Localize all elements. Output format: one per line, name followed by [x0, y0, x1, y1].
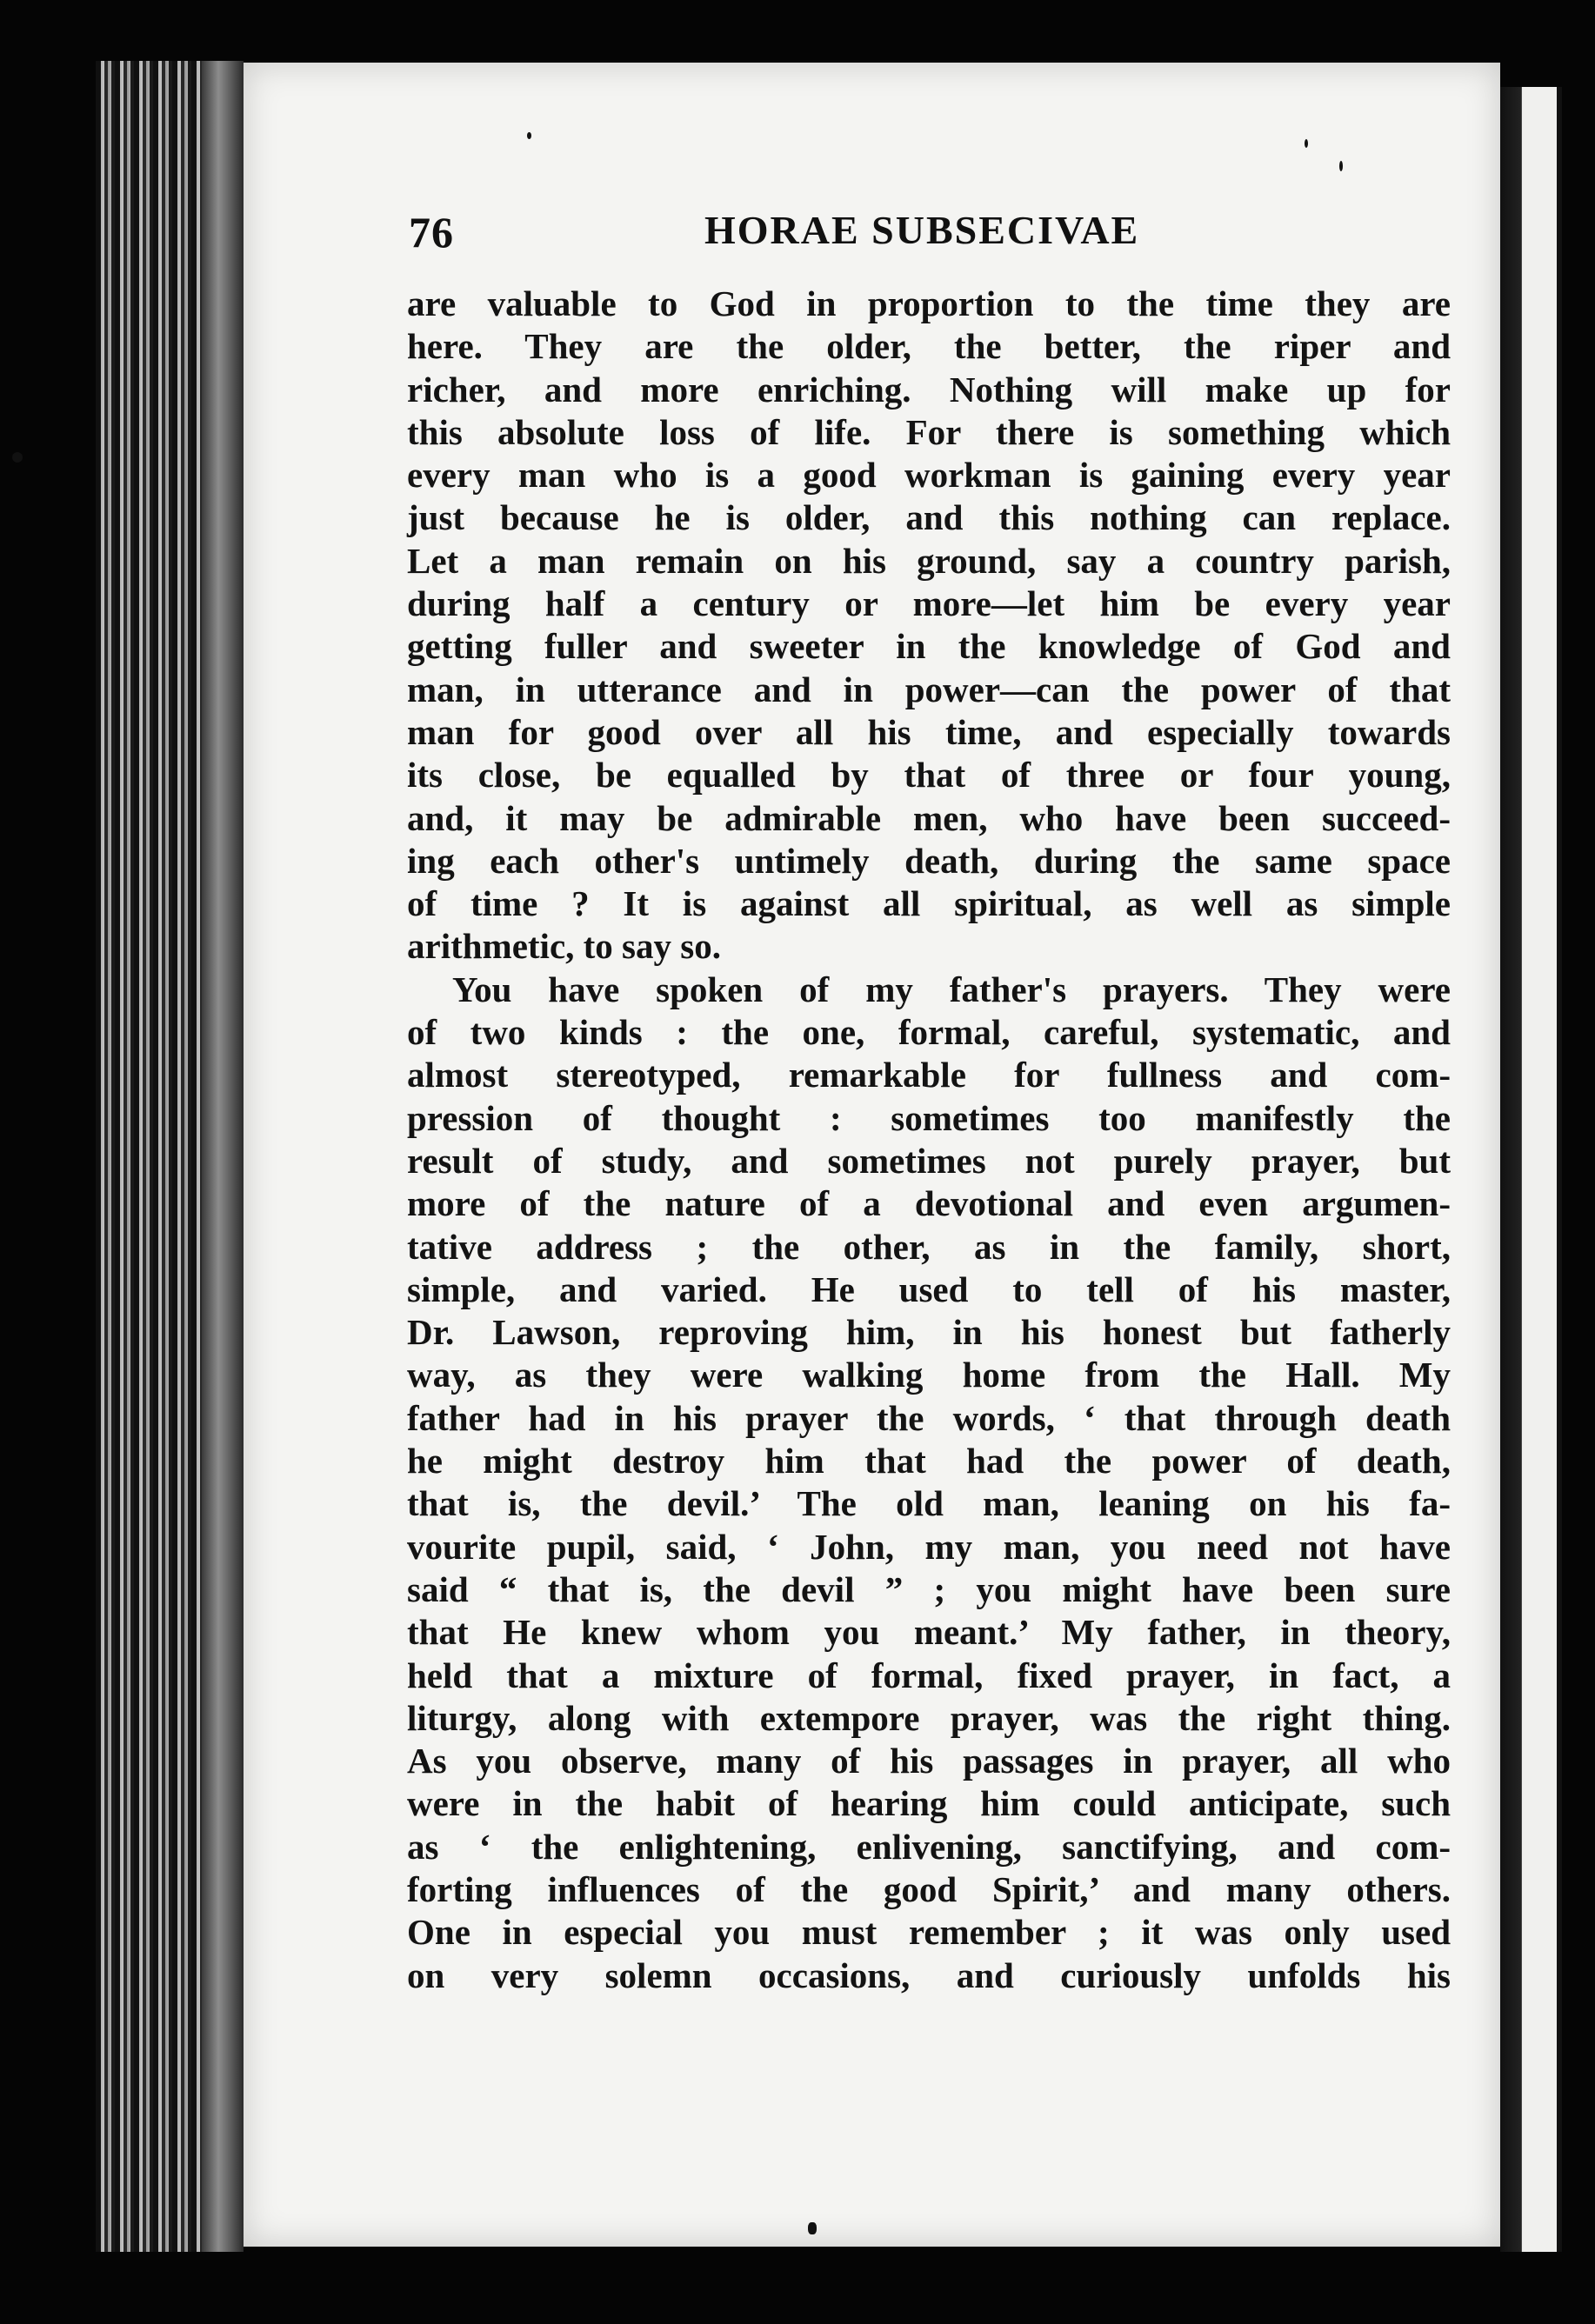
running-head: HORAE SUBSECIVAE — [704, 208, 1140, 252]
page-header — [409, 207, 1461, 268]
book-gutter-shadow — [202, 61, 244, 2252]
text-line: father had in his prayer the words, ‘ that through death — [407, 1397, 1451, 1438]
text-line: way, as they were walking home from the Hall. My — [407, 1355, 1451, 1395]
text-line: One in especial you must remember ; it was only used — [407, 1912, 1451, 1953]
text-line: that He knew whom you meant.’ My father, in theory, — [407, 1612, 1451, 1653]
text-line: tative address ; the other, as in the family, short, — [407, 1226, 1451, 1267]
book-page-edge-right — [1500, 87, 1561, 2252]
text-line: Dr. Lawson, reproving him, in his honest but fatherly — [407, 1312, 1451, 1353]
text-line: As you observe, many of his passages in prayer, all who — [407, 1741, 1451, 1781]
ink-mark — [808, 2222, 817, 2234]
scan-speck — [1305, 139, 1308, 148]
book-edge-right-line — [1557, 87, 1562, 2252]
text-line: ing each other's untimely death, during the same space — [407, 840, 1451, 881]
text-line: were in the habit of hearing him could anticipate, such — [407, 1783, 1451, 1824]
text-line: of two kinds : the one, formal, careful, systematic, and — [407, 1012, 1451, 1053]
text-line: pression of thought : sometimes too manifestly the — [407, 1097, 1451, 1138]
text-line: man, in utterance and in power—can the power of that — [407, 669, 1451, 709]
text-line: richer, and more enriching. Nothing will make up for — [407, 369, 1451, 410]
scan-speck — [1339, 161, 1343, 171]
text-line: almost stereotyped, remarkable for fullness and com- — [407, 1055, 1451, 1095]
text-line: as ‘ the enlightening, enlivening, sanctifying, and com- — [407, 1826, 1451, 1867]
scan-speck — [527, 132, 531, 139]
text-line: arithmetic, to say so. — [407, 926, 721, 967]
text-line: and, it may be admirable men, who have been succeed- — [407, 797, 1451, 838]
text-line: vourite pupil, said, ‘ John, my man, you need not have — [407, 1526, 1451, 1567]
text-line: during half a century or more—let him be every year — [407, 583, 1451, 624]
text-line: on very solemn occasions, and curiously unfolds his — [407, 1954, 1451, 1995]
text-line: Let a man remain on his ground, say a country parish, — [407, 540, 1451, 581]
text-line: forting influences of the good Spirit,’ and many others. — [407, 1868, 1451, 1909]
text-line: are valuable to God in proportion to the time they are — [407, 283, 1451, 323]
text-line: said “ that is, the devil ” ; you might have been sure — [407, 1568, 1451, 1609]
text-line: You have spoken of my father's prayers. They were — [452, 969, 1451, 1009]
scan-speck — [12, 452, 23, 463]
text-line: man for good over all his time, and especially towards — [407, 711, 1451, 752]
text-line: that is, the devil.’ The old man, leaning on his fa- — [407, 1483, 1451, 1524]
text-line: just because he is older, and this nothing can replace. — [407, 497, 1451, 538]
text-line: every man who is a good workman is gaining every year — [407, 455, 1451, 496]
page-number: 76 — [409, 208, 454, 256]
text-line: result of study, and sometimes not purely prayer, but — [407, 1140, 1451, 1181]
text-line: simple, and varied. He used to tell of his master, — [407, 1269, 1451, 1309]
text-line: held that a mixture of formal, fixed prayer, in fact, a — [407, 1655, 1451, 1695]
text-line: getting fuller and sweeter in the knowledge of God and — [407, 626, 1451, 667]
body-text — [407, 283, 1451, 1997]
text-line: he might destroy him that had the power of death, — [407, 1441, 1451, 1482]
text-line: this absolute loss of life. For there is something which — [407, 411, 1451, 452]
text-line: its close, be equalled by that of three or four young, — [407, 755, 1451, 796]
text-line: liturgy, along with extempore prayer, was the right thing. — [407, 1697, 1451, 1738]
text-line: more of the nature of a devotional and even argumen- — [407, 1183, 1451, 1224]
text-line: of time ? It is against all spiritual, as well as simple — [407, 883, 1451, 924]
text-line: here. They are the older, the better, the riper and — [407, 326, 1451, 367]
